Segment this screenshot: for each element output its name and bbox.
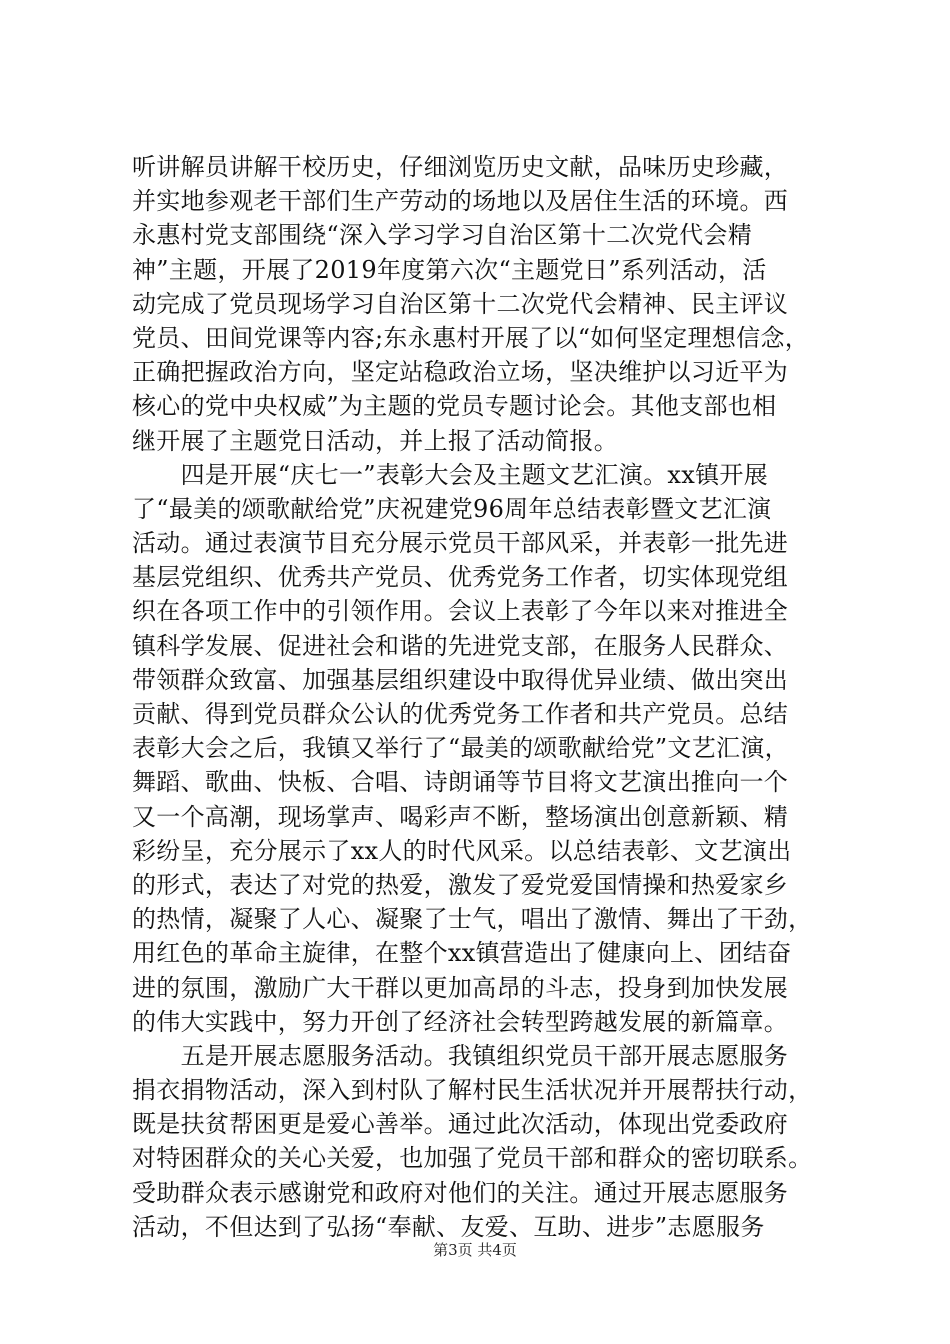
text-line: 党员、田间党课等内容;东永惠村开展了以“如何坚定理想信念， xyxy=(132,323,810,352)
text-line: 镇科学发展、促进社会和谐的先进党支部，在服务人民群众、 xyxy=(132,631,789,660)
text-line: 四是开展“庆七一”表彰大会及主题文艺汇演。xx镇开展 xyxy=(132,460,769,489)
text-line: 表彰大会之后，我镇又举行了“最美的颂歌献给党”文艺汇演， xyxy=(132,734,789,763)
text-line: 带领群众致富、加强基层组织建设中取得优异业绩、做出突出 xyxy=(132,665,789,694)
text-line: 既是扶贫帮困更是爱心善举。通过此次活动，体现出党委政府 xyxy=(132,1110,789,1139)
text-line: 贡献、得到党员群众公认的优秀党务工作者和共产党员。总结 xyxy=(132,700,789,728)
text-line: 继开展了主题党日活动，并上报了活动简报。 xyxy=(132,426,618,455)
text-line: 永惠村党支部围绕“深入学习学习自治区第十二次党代会精 xyxy=(132,221,753,250)
text-line: 进的氛围，激励广大干群以更加高昂的斗志，投身到加快发展 xyxy=(132,973,789,1002)
text-line: 捐衣捐物活动，深入到村队了解村民生活状况并开展帮扶行动， xyxy=(132,1076,813,1105)
text-line: 又一个高潮，现场掌声、喝彩声不断，整场演出创意新颖、精 xyxy=(132,802,789,831)
text-line: 神”主题，开展了2019年度第六次“主题党日”系列活动，活 xyxy=(132,255,767,284)
text-line: 的形式，表达了对党的热爱，激发了爱党爱国情操和热爱家乡 xyxy=(132,870,789,899)
text-line: 活动。通过表演节目充分展示党员干部风采，并表彰一批先进 xyxy=(132,529,789,558)
text-line: 五是开展志愿服务活动。我镇组织党员干部开展志愿服务 xyxy=(132,1041,789,1070)
text-line: 正确把握政治方向，坚定站稳政治立场，坚决维护以习近平为 xyxy=(132,358,789,387)
text-line: 彩纷呈，充分展示了xx人的时代风采。以总结表彰、文艺演出 xyxy=(132,836,792,865)
text-line: 活动，不但达到了弘扬“奉献、友爱、互助、进步”志愿服务 xyxy=(132,1212,765,1241)
text-line: 核心的党中央权威”为主题的党员专题讨论会。其他支部也相 xyxy=(132,392,777,421)
page-number: 第3页 共4页 xyxy=(433,1241,517,1259)
text-line: 用红色的革命主旋律，在整个xx镇营造出了健康向上、团结奋 xyxy=(132,939,792,968)
text-line: 的伟大实践中，努力开创了经济社会转型跨越发展的新篇章。 xyxy=(132,1007,789,1036)
text-line: 听讲解员讲解干校历史，仔细浏览历史文献，品味历史珍藏， xyxy=(132,153,789,181)
text-line: 了“最美的颂歌献给党”庆祝建党96周年总结表彰暨文艺汇演 xyxy=(132,494,772,523)
text-line: 并实地参观老干部们生产劳动的场地以及居住生活的环境。西 xyxy=(132,187,789,216)
body-text xyxy=(132,150,832,1244)
page-footer xyxy=(0,1240,950,1260)
text-line: 基层党组织、优秀共产党员、优秀党务工作者，切实体现党组 xyxy=(132,563,789,592)
text-line: 对特困群众的关心关爱，也加强了党员干部和群众的密切联系。 xyxy=(132,1144,813,1173)
text-line: 受助群众表示感谢党和政府对他们的关注。通过开展志愿服务 xyxy=(132,1178,789,1207)
text-line: 织在各项工作中的引领作用。会议上表彰了今年以来对推进全 xyxy=(132,597,789,626)
text-line: 舞蹈、歌曲、快板、合唱、诗朗诵等节目将文艺演出推向一个 xyxy=(132,768,789,797)
text-line: 动完成了党员现场学习自治区第十二次党代会精神、民主评议 xyxy=(132,289,789,318)
text-line: 的热情，凝聚了人心、凝聚了士气，唱出了激情、舞出了干劲， xyxy=(132,905,813,934)
